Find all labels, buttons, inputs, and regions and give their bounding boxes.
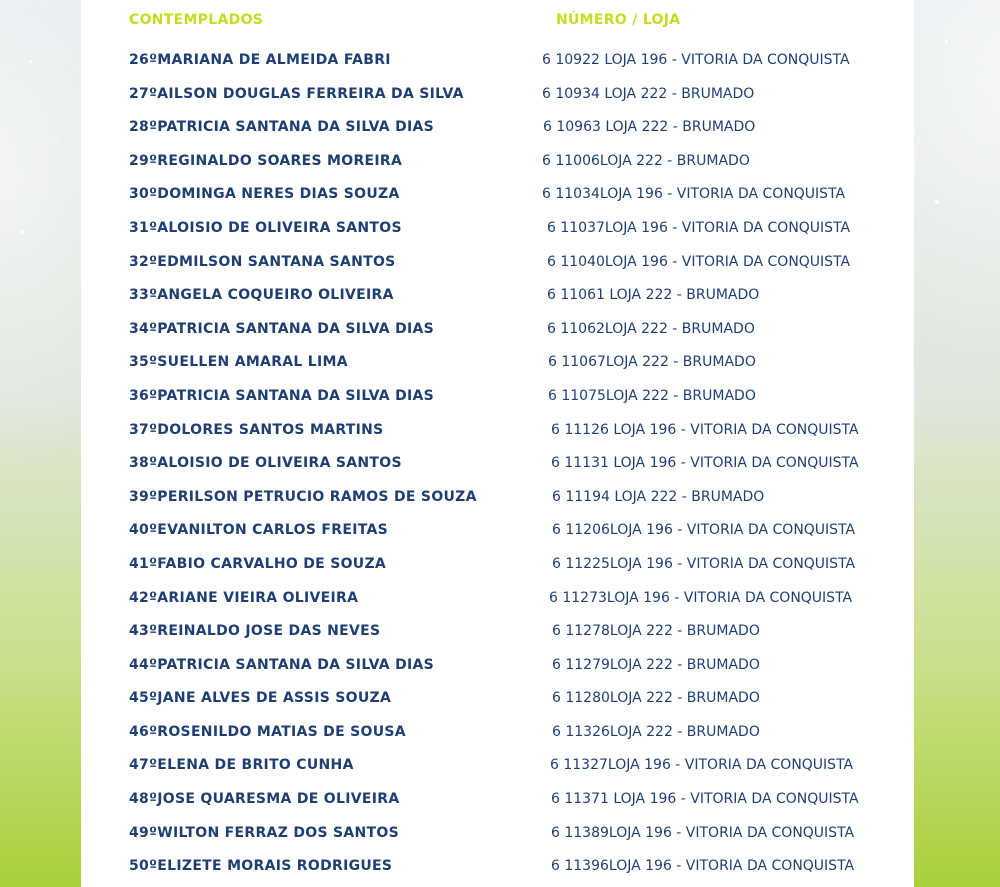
winner-name: 26ºMARIANA DE ALMEIDA FABRI (129, 52, 391, 68)
winner-number-store: 6 10922 LOJA 196 - VITORIA DA CONQUISTA (542, 52, 850, 68)
list-item (0, 50, 1000, 84)
list-item (0, 655, 1000, 689)
winner-name: 29ºREGINALDO SOARES MOREIRA (129, 152, 403, 169)
list-item (0, 252, 1000, 286)
winner-number-store: 6 11396LOJA 196 - VITORIA DA CONQUISTA (551, 858, 855, 875)
list-item (0, 688, 1000, 722)
winner-name: 32ºEDMILSON SANTANA SANTOS (129, 253, 396, 270)
list-item (0, 823, 1000, 857)
winner-name: 38ºALOISIO DE OLIVEIRA SANTOS (129, 455, 402, 472)
list-item (0, 285, 1000, 319)
winner-name: 40ºEVANILTON CARLOS FREITAS (129, 522, 388, 539)
winner-name: 44ºPATRICIA SANTANA DA SILVA DIAS (129, 656, 435, 673)
list-item (0, 218, 1000, 252)
winner-number-store: 6 11067LOJA 222 - BRUMADO (548, 354, 756, 371)
list-item (0, 588, 1000, 622)
winner-name: 47ºELENA DE BRITO CUNHA (129, 757, 354, 774)
winner-number-store: 6 11279LOJA 222 - BRUMADO (552, 656, 760, 673)
winner-name: 43ºREINALDO JOSE DAS NEVES (129, 623, 381, 640)
winner-number-store: 6 11278LOJA 222 - BRUMADO (552, 623, 760, 640)
list-item (0, 420, 1000, 454)
winner-number-store: 6 10963 LOJA 222 - BRUMADO (543, 119, 756, 136)
list-item (0, 117, 1000, 151)
list-item (0, 722, 1000, 756)
winner-number-store: 6 11034LOJA 196 - VITORIA DA CONQUISTA (542, 186, 846, 203)
list-item (0, 453, 1000, 487)
list-item (0, 319, 1000, 353)
winner-name: 45ºJANE ALVES DE ASSIS SOUZA (129, 690, 392, 707)
list-item (0, 386, 1000, 420)
list-item (0, 487, 1000, 521)
winner-name: 50ºELIZETE MORAIS RODRIGUES (129, 858, 393, 875)
winner-number-store: 6 11273LOJA 196 - VITORIA DA CONQUISTA (549, 589, 853, 606)
winner-number-store: 6 11326LOJA 222 - BRUMADO (552, 723, 760, 740)
winner-name: 33ºANGELA COQUEIRO OLIVEIRA (129, 287, 394, 304)
winner-number-store: 6 11371 LOJA 196 - VITORIA DA CONQUISTA (551, 791, 859, 808)
winner-number-store: 6 11194 LOJA 222 - BRUMADO (552, 488, 765, 505)
winner-name: 41ºFABIO CARVALHO DE SOUZA (129, 555, 387, 572)
list-item (0, 520, 1000, 554)
header-contemplados: CONTEMPLADOS (129, 12, 264, 28)
list-item (0, 352, 1000, 386)
winner-number-store: 6 10934 LOJA 222 - BRUMADO (542, 85, 755, 102)
winner-number-store: 6 11126 LOJA 196 - VITORIA DA CONQUISTA (551, 421, 859, 438)
winner-number-store: 6 11389LOJA 196 - VITORIA DA CONQUISTA (551, 824, 855, 841)
winner-name: 31ºALOISIO DE OLIVEIRA SANTOS (129, 219, 402, 236)
list-item (0, 789, 1000, 823)
winner-name: 30ºDOMINGA NERES DIAS SOUZA (129, 186, 400, 203)
winner-number-store: 6 11061 LOJA 222 - BRUMADO (547, 287, 760, 304)
winner-number-store: 6 11131 LOJA 196 - VITORIA DA CONQUISTA (551, 455, 859, 472)
winner-name: 49ºWILTON FERRAZ DOS SANTOS (129, 824, 399, 841)
list-item (0, 554, 1000, 588)
winner-number-store: 6 11037LOJA 196 - VITORIA DA CONQUISTA (547, 219, 851, 236)
winner-number-store: 6 11040LOJA 196 - VITORIA DA CONQUISTA (547, 253, 851, 270)
list-item (0, 184, 1000, 218)
winner-name: 42ºARIANE VIEIRA OLIVEIRA (129, 589, 359, 606)
winner-name: 28ºPATRICIA SANTANA DA SILVA DIAS (129, 119, 435, 136)
list-item (0, 755, 1000, 789)
list-item (0, 151, 1000, 185)
winner-name: 48ºJOSE QUARESMA DE OLIVEIRA (129, 791, 400, 808)
winner-name: 27ºAILSON DOUGLAS FERREIRA DA SILVA (129, 85, 464, 102)
sparkle-decoration (945, 40, 948, 43)
winner-name: 37ºDOLORES SANTOS MARTINS (129, 421, 384, 438)
list-item (0, 856, 1000, 887)
winner-number-store: 6 11206LOJA 196 - VITORIA DA CONQUISTA (552, 522, 856, 539)
winner-number-store: 6 11225LOJA 196 - VITORIA DA CONQUISTA (552, 555, 856, 572)
winner-name: 36ºPATRICIA SANTANA DA SILVA DIAS (129, 387, 435, 404)
winner-number-store: 6 11062LOJA 222 - BRUMADO (547, 320, 755, 337)
winner-name: 35ºSUELLEN AMARAL LIMA (129, 354, 348, 371)
winner-number-store: 6 11280LOJA 222 - BRUMADO (552, 690, 760, 707)
list-item (0, 84, 1000, 118)
list-item (0, 621, 1000, 655)
winner-name: 34ºPATRICIA SANTANA DA SILVA DIAS (129, 320, 435, 337)
header-numero-loja: NÚMERO / LOJA (556, 12, 681, 28)
winner-number-store: 6 11006LOJA 222 - BRUMADO (542, 152, 750, 169)
winner-name: 39ºPERILSON PETRUCIO RAMOS DE SOUZA (129, 488, 477, 505)
winner-number-store: 6 11075LOJA 222 - BRUMADO (548, 387, 756, 404)
winner-name: 46ºROSENILDO MATIAS DE SOUSA (129, 723, 406, 740)
winners-list (0, 50, 1000, 887)
winner-number-store: 6 11327LOJA 196 - VITORIA DA CONQUISTA (550, 757, 854, 774)
